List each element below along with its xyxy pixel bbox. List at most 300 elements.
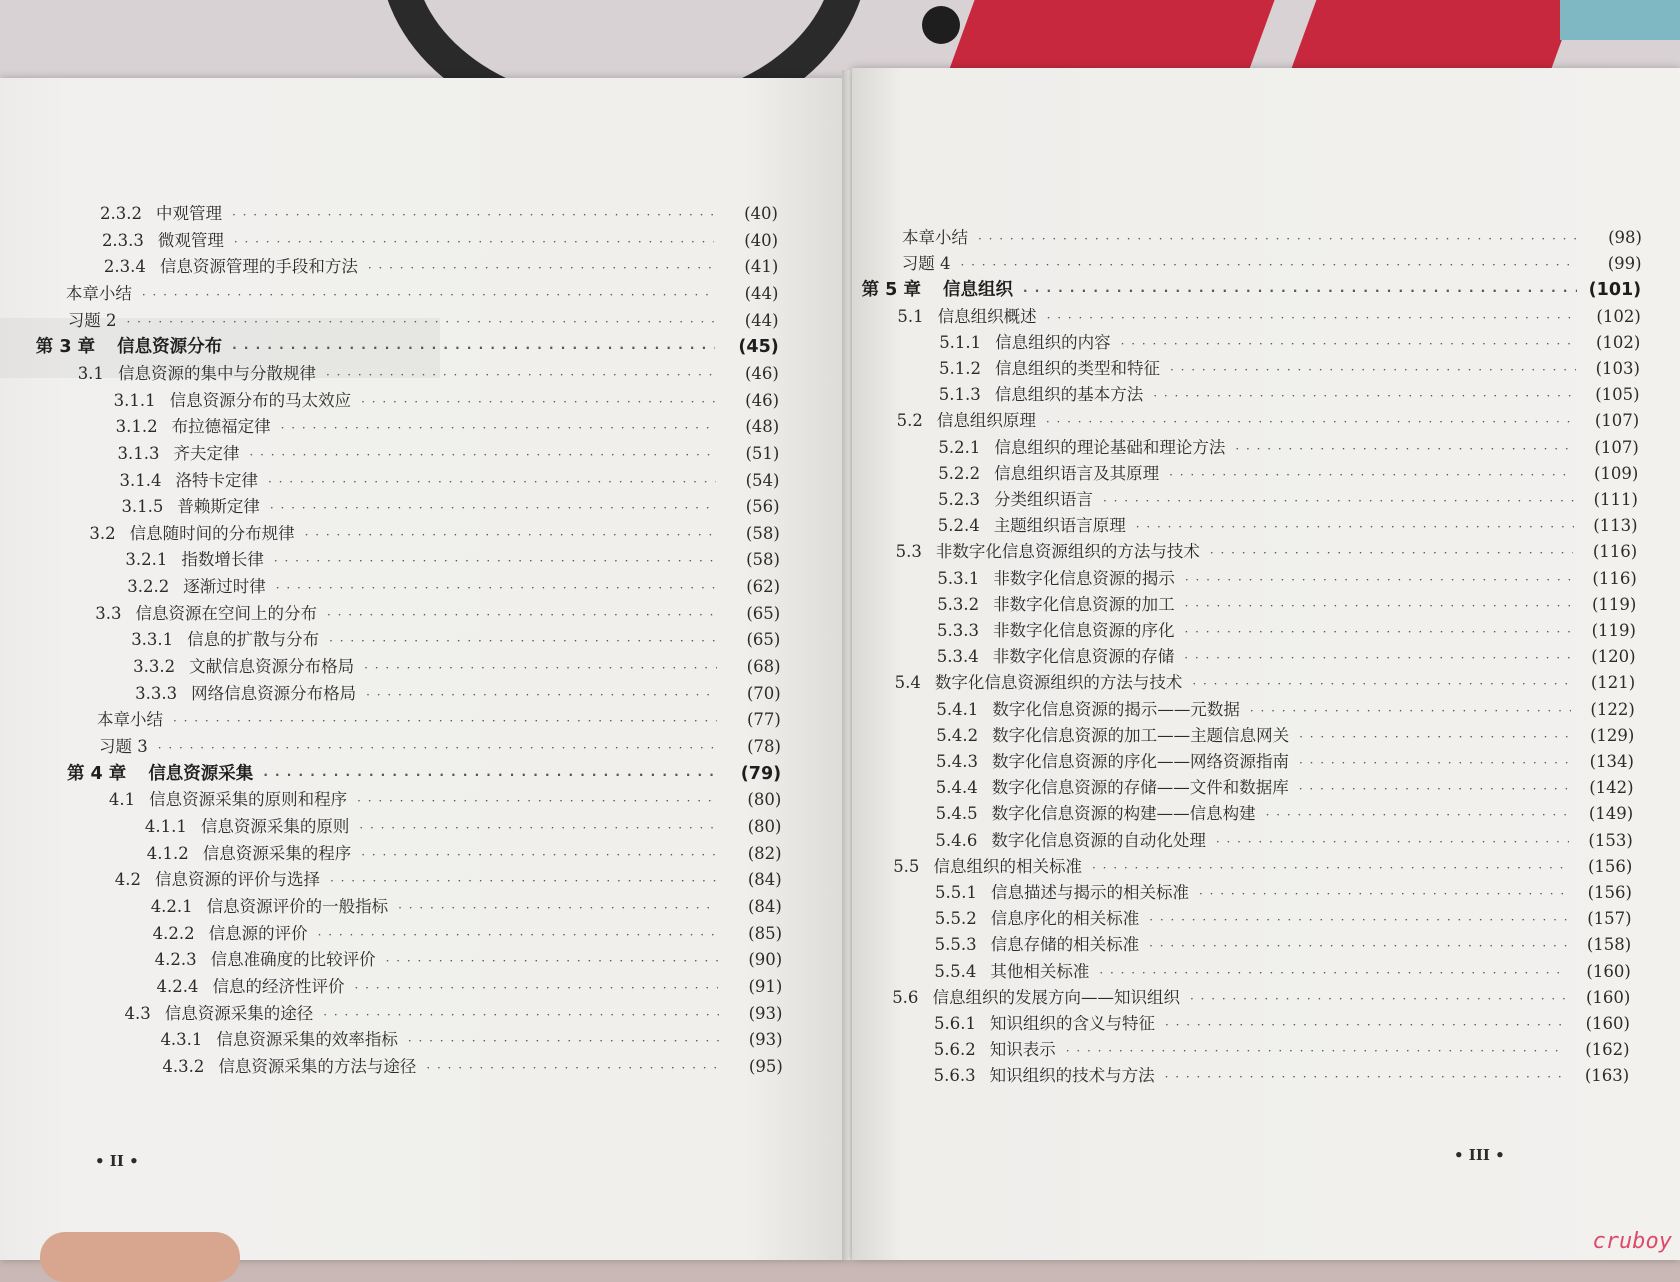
- toc-page-number: (95): [748, 1056, 783, 1076]
- toc-entry-row: [934, 1062, 1630, 1086]
- toc-chapter-row: [36, 333, 779, 358]
- dot-leader: [355, 981, 719, 995]
- toc-title: 洛特卡定律: [175, 470, 258, 490]
- toc-number: 3.3.3: [135, 683, 178, 703]
- toc-title: 信息资源采集的原则: [200, 816, 350, 836]
- toc-title: 知识组织的含义与特征: [989, 1014, 1155, 1033]
- toc-page-number: (98): [1608, 228, 1642, 247]
- toc-entry-row: [935, 827, 1632, 851]
- dot-leader: [361, 395, 715, 409]
- toc-page-number: (122): [1590, 699, 1635, 719]
- toc-entry-row: [897, 407, 1640, 431]
- dot-leader: [142, 288, 715, 302]
- dot-leader: [1046, 415, 1575, 429]
- toc-title: 信息资源采集的程序: [202, 843, 352, 863]
- toc-entry-row: [939, 355, 1640, 379]
- toc-entry-row: [121, 493, 779, 517]
- toc-number: 4.3.1: [160, 1030, 203, 1050]
- thumb: [40, 1232, 240, 1282]
- fabric-teal-patch: [1560, 0, 1680, 40]
- toc-title: 信息组织的理论基础和理论方法: [994, 437, 1226, 457]
- toc-number: 5.4.6: [935, 830, 978, 850]
- toc-entry-row: [936, 748, 1634, 772]
- dot-leader: [1099, 966, 1566, 980]
- toc-page-number: (121): [1590, 673, 1636, 693]
- toc-entry-row: [89, 520, 779, 544]
- toc-page-number: (134): [1589, 752, 1634, 771]
- dot-leader: [318, 928, 718, 942]
- dot-leader: [234, 235, 714, 249]
- toc-page-number: (102): [1596, 332, 1641, 352]
- toc-entry-row: [155, 946, 783, 970]
- dot-leader: [368, 261, 714, 275]
- dot-leader: [359, 821, 717, 835]
- toc-title: 信息组织概述: [937, 306, 1037, 326]
- toc-number: 5.6.2: [933, 1040, 976, 1060]
- toc-entry-row: [115, 866, 782, 890]
- dot-leader: [281, 421, 716, 435]
- dot-leader: [1066, 1044, 1566, 1058]
- toc-entry-row: [897, 303, 1640, 327]
- toc-entry-row: [78, 360, 779, 384]
- toc-page-number: (78): [747, 737, 781, 756]
- toc-page-number: (107): [1594, 437, 1639, 457]
- toc-entry-row: [133, 653, 780, 677]
- dot-leader: [364, 661, 716, 675]
- dot-leader: [426, 1061, 718, 1075]
- dot-leader: [1047, 311, 1577, 325]
- toc-number: 5.5.3: [934, 935, 977, 955]
- dot-leader: [386, 954, 719, 968]
- toc-title: 知识表示: [989, 1040, 1056, 1060]
- toc-entry-row: [109, 786, 781, 810]
- toc-title: 信息资源的评价与选择: [155, 870, 320, 890]
- toc-number: 3.1: [77, 363, 104, 383]
- dot-leader: [1149, 913, 1567, 927]
- dot-leader: [1185, 573, 1573, 587]
- toc-title: 网络信息资源分布格局: [191, 683, 357, 703]
- toc-number: 4.3: [124, 1003, 151, 1023]
- toc-number: 5.2.2: [938, 463, 981, 483]
- toc-number: 4.2.3: [154, 950, 197, 970]
- toc-entry-row: [100, 200, 778, 224]
- dot-leader: [357, 794, 717, 808]
- toc-title: 数字化信息资源的自动化处理: [991, 830, 1206, 850]
- toc-page-number: (111): [1593, 490, 1638, 509]
- toc-title: 信息资源采集的效率指标: [216, 1030, 398, 1050]
- dot-leader: [366, 688, 717, 702]
- dot-leader: [323, 1008, 718, 1022]
- toc-title: 信息序化的相关标准: [990, 909, 1140, 929]
- toc-entry-row: [939, 381, 1640, 405]
- toc-title: 非数字化信息资源的加工: [993, 594, 1175, 614]
- fabric-black-dot: [922, 6, 960, 44]
- toc-entry-row: [938, 512, 1638, 536]
- toc-number: 5.4.3: [936, 752, 978, 771]
- dot-leader: [1165, 1018, 1566, 1032]
- toc-number: 4.2: [114, 870, 141, 890]
- dot-leader: [961, 258, 1578, 272]
- toc-entry-row: [104, 253, 778, 277]
- toc-number: 5.2: [896, 411, 923, 431]
- toc-page-number: (105): [1595, 385, 1640, 405]
- toc-page-number: (129): [1590, 725, 1635, 745]
- toc-chapter-row: [862, 276, 1642, 301]
- toc-number: 5.4: [894, 673, 921, 693]
- dot-leader: [173, 714, 717, 728]
- toc-entry-row: [896, 538, 1638, 562]
- toc-entry-row: [936, 696, 1634, 720]
- dot-leader: [978, 232, 1578, 246]
- dot-leader: [1185, 599, 1573, 613]
- toc-number: 4.1.2: [146, 843, 189, 863]
- toc-page-number: (116): [1592, 542, 1638, 562]
- toc-title: 非数字化信息资源的序化: [992, 621, 1175, 640]
- toc-page-number: (82): [747, 843, 782, 863]
- toc-number: 5.5.1: [935, 883, 977, 902]
- toc-title: 信息资源采集: [148, 763, 254, 784]
- toc-entry-row: [939, 329, 1640, 353]
- toc-number: 2.3.2: [100, 204, 142, 223]
- toc-page-number: (46): [745, 390, 780, 410]
- toc-title: 非数字化信息资源的揭示: [993, 568, 1175, 588]
- toc-entry-row: [936, 774, 1634, 798]
- toc-page-number: (156): [1588, 856, 1633, 876]
- toc-number: 5.2.3: [938, 490, 980, 509]
- dot-leader: [1153, 389, 1575, 403]
- toc-title: 数字化信息资源的序化——网络资源指南: [991, 752, 1289, 771]
- toc-entry-row: [935, 905, 1632, 929]
- toc-entry-row: [116, 413, 780, 437]
- toc-title: 信息组织的类型和特征: [994, 359, 1160, 378]
- toc-entry-row: [68, 307, 779, 331]
- toc-number: 3.1.2: [115, 417, 158, 437]
- toc-title: 信息准确度的比较评价: [210, 950, 376, 970]
- toc-page-number: (142): [1589, 778, 1634, 798]
- dot-leader: [1250, 704, 1571, 718]
- toc-title: 信息资源分布: [117, 337, 223, 358]
- toc-entry-row: [935, 931, 1632, 955]
- toc-page-number: (93): [748, 1030, 783, 1050]
- toc-title: 信息资源的集中与分散规律: [117, 363, 316, 383]
- toc-title: 信息存储的相关标准: [990, 935, 1140, 955]
- toc-number: 4.1: [108, 790, 136, 810]
- toc-number: 3.2: [89, 523, 116, 543]
- toc-page-number: (107): [1594, 411, 1640, 431]
- dot-leader: [398, 901, 718, 915]
- toc-title: 主题组织语言原理: [993, 516, 1126, 536]
- toc-number: 5.3.2: [937, 594, 980, 614]
- toc-page-number: (56): [745, 497, 780, 517]
- toc-page-number: (77): [746, 710, 781, 730]
- dot-leader: [361, 848, 717, 862]
- left-page: [0, 78, 848, 1260]
- toc-title: 信息组织: [942, 280, 1013, 301]
- toc-page-number: (153): [1588, 830, 1633, 850]
- toc-number: 5.1.3: [938, 385, 981, 405]
- toc-entry-row: [157, 973, 783, 997]
- toc-entry-row: [99, 733, 781, 757]
- toc-page-number: (109): [1594, 463, 1639, 483]
- toc-title: 信息资源分布的马太效应: [169, 390, 352, 410]
- toc-title: 信息资源管理的手段和方法: [159, 257, 358, 277]
- toc-entry-row: [145, 813, 782, 837]
- toc-entry-row: [118, 440, 780, 464]
- dot-leader: [329, 634, 716, 648]
- toc-number: 5.6: [892, 987, 919, 1007]
- toc-title: 信息随时间的分布规律: [129, 523, 295, 543]
- toc-title: 本章小结: [65, 283, 132, 303]
- toc-title: 信息组织语言及其原理: [994, 463, 1160, 483]
- toc-page-number: (65): [746, 603, 781, 623]
- toc-page-number: (51): [745, 443, 780, 463]
- toc-title: 数字化信息资源的揭示——元数据: [992, 699, 1240, 719]
- toc-number: 3.2.2: [127, 577, 170, 597]
- dot-leader: [1192, 677, 1571, 691]
- toc-title: 知识组织的技术与方法: [989, 1066, 1155, 1086]
- toc-page-number: (58): [746, 550, 780, 570]
- toc-entry-row: [934, 1010, 1630, 1034]
- toc-page-number: (46): [745, 363, 779, 383]
- toc-entry-row: [97, 706, 781, 730]
- toc-title: 信息源的评价: [208, 923, 308, 943]
- toc-page-number: (44): [744, 283, 779, 303]
- toc-title: 齐夫定律: [173, 443, 240, 463]
- right-page: [852, 68, 1680, 1260]
- toc-number: 5.3.1: [937, 568, 980, 588]
- toc-number: 5.5: [893, 856, 920, 876]
- toc-number: 4.1.1: [144, 816, 187, 836]
- toc-entry-row: [937, 591, 1636, 615]
- toc-title: 习题 4: [901, 254, 951, 274]
- toc-page-number: (54): [745, 470, 780, 490]
- toc-entry-row: [938, 486, 1638, 510]
- toc-title: 本章小结: [902, 228, 968, 247]
- toc-number: 5.1.2: [939, 359, 981, 378]
- toc-title: 分类组织语言: [993, 490, 1093, 509]
- toc-entry-row: [160, 1026, 782, 1050]
- toc-title: 布拉德福定律: [171, 417, 271, 437]
- toc-number: 第 3 章: [35, 337, 96, 358]
- toc-number: 5.4.1: [936, 699, 979, 719]
- dot-leader: [1169, 468, 1574, 482]
- toc-number: 3.1.4: [119, 470, 162, 490]
- toc-entry-row: [934, 958, 1630, 982]
- dot-leader: [268, 475, 716, 489]
- toc-title: 信息资源采集的原则和程序: [149, 790, 348, 810]
- dot-leader: [232, 208, 714, 222]
- toc-title: 微观管理: [157, 230, 224, 250]
- toc-entry-row: [131, 626, 780, 650]
- toc-entry-row: [153, 920, 782, 944]
- toc-entry-row: [147, 840, 782, 864]
- toc-page-number: (85): [748, 923, 783, 943]
- toc-entry-row: [936, 722, 1634, 746]
- toc-number: 5.3: [895, 542, 922, 562]
- toc-title: 本章小结: [97, 710, 164, 730]
- toc-title: 普赖斯定律: [177, 497, 260, 517]
- toc-number: 5.4.4: [935, 778, 978, 798]
- toc-number: 2.3.4: [103, 257, 146, 277]
- toc-number: 3.3: [95, 603, 122, 623]
- dot-leader: [232, 341, 715, 355]
- toc-entry-row: [127, 573, 780, 597]
- toc-number: 4.3.2: [162, 1056, 205, 1076]
- toc-page-number: (113): [1593, 516, 1638, 536]
- toc-title: 数字化信息资源的构建——信息构建: [991, 804, 1256, 824]
- toc-entry-row: [135, 680, 781, 704]
- toc-page-number: (101): [1588, 280, 1642, 301]
- dot-leader: [263, 768, 717, 782]
- toc-page-number: (119): [1592, 594, 1637, 614]
- toc-title: 非数字化信息资源组织的方法与技术: [935, 542, 1200, 562]
- dot-leader: [1299, 730, 1570, 744]
- toc-title: 文献信息资源分布格局: [189, 657, 355, 677]
- toc-title: 信息资源采集的途径: [164, 1003, 314, 1023]
- toc-title: 习题 3: [99, 737, 148, 756]
- toc-page-number: (160): [1586, 961, 1631, 981]
- toc-page-number: (62): [746, 577, 781, 597]
- toc-title: 信息组织的基本方法: [994, 385, 1144, 405]
- toc-page-number: (80): [747, 790, 782, 810]
- dot-leader: [250, 448, 716, 462]
- left-page-folio: • II •: [95, 1152, 139, 1170]
- toc-chapter-row: [67, 760, 781, 785]
- toc-title: 数字化信息资源组织的方法与技术: [934, 673, 1183, 693]
- dot-leader: [1184, 625, 1572, 639]
- toc-page-number: (102): [1596, 306, 1641, 326]
- toc-title: 逐渐过时律: [183, 577, 266, 597]
- toc-number: 3.2.1: [125, 550, 168, 570]
- toc-page-number: (41): [744, 257, 779, 277]
- toc-page-number: (79): [740, 763, 782, 784]
- toc-page-number: (84): [748, 896, 782, 916]
- toc-page-number: (80): [747, 816, 782, 836]
- toc-entry-row: [935, 879, 1632, 903]
- dot-leader: [1023, 284, 1577, 298]
- toc-number: 5.1: [897, 306, 924, 326]
- dot-leader: [1136, 520, 1574, 534]
- toc-page-number: (44): [744, 310, 779, 330]
- toc-title: 信息资源评价的一般指标: [206, 896, 389, 916]
- toc-title: 信息组织原理: [936, 411, 1036, 431]
- toc-number: 2.3.3: [101, 230, 144, 250]
- toc-number: 4.2.2: [152, 923, 195, 943]
- toc-title: 信息资源在空间上的分布: [135, 603, 317, 623]
- dot-leader: [158, 741, 717, 755]
- toc-number: 3.1.5: [121, 497, 164, 517]
- dot-leader: [1299, 756, 1570, 770]
- toc-entry-row: [937, 565, 1636, 589]
- toc-title: 信息组织的内容: [995, 332, 1111, 352]
- toc-page-number: (120): [1591, 647, 1636, 667]
- watermark: cruboy: [1592, 1229, 1672, 1254]
- toc-title: 信息描述与揭示的相关标准: [990, 883, 1189, 902]
- toc-page-number: (116): [1592, 568, 1637, 588]
- toc-number: 5.6.3: [933, 1066, 976, 1086]
- toc-entry-row: [151, 893, 782, 917]
- toc-entry-row: [102, 227, 778, 251]
- dot-leader: [1165, 1070, 1566, 1084]
- toc-page-number: (162): [1585, 1040, 1630, 1060]
- toc-number: 5.2.1: [938, 437, 981, 457]
- toc-number: 5.2.4: [937, 516, 980, 536]
- toc-entry-row: [893, 853, 1632, 877]
- toc-number: 3.3.2: [133, 657, 176, 677]
- dot-leader: [305, 528, 716, 542]
- dot-leader: [1170, 363, 1576, 377]
- dot-leader: [1266, 808, 1570, 822]
- toc-page-number: (90): [748, 950, 783, 970]
- toc-title: 中观管理: [155, 204, 222, 223]
- dot-leader: [1149, 939, 1567, 953]
- toc-number: 4.2.1: [150, 896, 193, 916]
- toc-page-number: (48): [745, 417, 780, 437]
- toc-entry-row: [934, 1036, 1630, 1060]
- dot-leader: [326, 368, 715, 382]
- toc-number: 5.1.1: [939, 332, 982, 352]
- toc-number: 第 4 章: [66, 763, 127, 784]
- toc-entry-row: [125, 546, 780, 570]
- toc-page-number: (91): [748, 976, 783, 996]
- toc-number: 3.3.1: [131, 630, 174, 650]
- toc-entry-row: [66, 280, 779, 304]
- toc-page-number: (99): [1607, 254, 1642, 274]
- toc-title: 信息资源采集的方法与途径: [218, 1056, 417, 1076]
- toc-number: 第 5 章: [861, 280, 921, 301]
- dot-leader: [274, 554, 716, 568]
- toc-title: 其他相关标准: [990, 961, 1090, 981]
- toc-title: 数字化信息资源的存储——文件和数据库: [991, 778, 1289, 798]
- dot-leader: [1190, 992, 1566, 1006]
- toc-number: 5.3.4: [936, 647, 979, 667]
- dot-leader: [1210, 546, 1573, 560]
- dot-leader: [127, 315, 715, 329]
- toc-number: 5.5.4: [934, 961, 977, 981]
- toc-entry-row: [938, 434, 1638, 458]
- toc-page-number: (84): [747, 870, 782, 890]
- toc-page-number: (160): [1585, 1014, 1630, 1033]
- toc-page-number: (65): [746, 630, 781, 650]
- dot-leader: [408, 1034, 719, 1048]
- toc-entry-row: [936, 800, 1634, 824]
- dot-leader: [1092, 861, 1568, 875]
- dot-leader: [270, 501, 716, 515]
- toc-number: 3.1.1: [113, 390, 156, 410]
- toc-page-number: (119): [1591, 621, 1636, 640]
- toc-page-number: (40): [744, 204, 778, 223]
- toc-entry-row: [937, 643, 1636, 667]
- toc-page-number: (70): [746, 683, 781, 703]
- toc-page-number: (103): [1595, 359, 1640, 378]
- toc-entry-row: [937, 617, 1636, 641]
- toc-page-number: (149): [1588, 804, 1634, 824]
- toc-number: 5.4.5: [935, 804, 978, 824]
- toc-number: 5.3.3: [937, 621, 979, 640]
- toc-page-number: (58): [745, 523, 780, 543]
- toc-title: 数字化信息资源的加工——主题信息网关: [992, 725, 1290, 745]
- toc-page-number: (45): [738, 337, 779, 358]
- dot-leader: [1184, 651, 1571, 665]
- toc-page-number: (157): [1587, 909, 1632, 929]
- toc-title: 信息的扩散与分布: [187, 630, 320, 650]
- toc-title: 信息组织的发展方向——知识组织: [932, 987, 1180, 1007]
- toc-entry-row: [162, 1053, 782, 1077]
- toc-entry-row: [125, 1000, 783, 1024]
- toc-title: 信息的经济性评价: [212, 976, 345, 996]
- toc-page-number: (40): [744, 230, 779, 250]
- toc-entry-row: [892, 984, 1630, 1008]
